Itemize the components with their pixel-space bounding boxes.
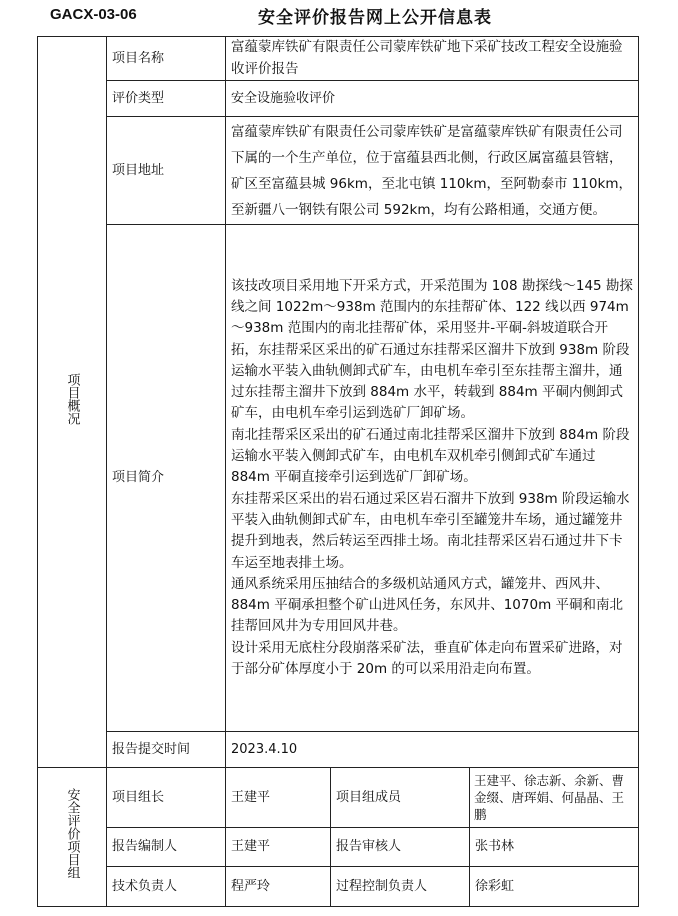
type-value: 安全设施验收评价 (226, 81, 639, 117)
intro-paragraph: 东挂帮采区采出的岩石通过采区岩石溜井下放到 938m 阶段运输水平装入曲轨侧卸式矿车，由电机车牵引至罐笼井车场，通过罐笼井提升到地表，然后转运至西排土场。南北挂帮采区岩石通过井下卡车运至地表排土场。 (231, 490, 630, 571)
overview-group-cell (38, 37, 107, 768)
members-value: 王建平、徐志新、余新、曹金缀、唐珲娟、何晶晶、王鹏 (470, 768, 639, 828)
reviewer-label: 报告审核人 (331, 828, 470, 867)
members-label: 项目组成员 (331, 768, 470, 828)
team-group-label: 安全评价项目组 (64, 788, 80, 879)
type-label: 评价类型 (107, 81, 226, 117)
address-value: 富蕴蒙库铁矿有限责任公司蒙库铁矿是富蕴蒙库铁矿有限责任公司下属的一个生产单位，位于富蕴县西北侧，行政区属富蕴县管辖，矿区至富蕴县城 96km，至北屯镇 110km，至阿勒泰市 110km，至新疆八一钢铁有限公司 592km，均有公路相通，交通方便。 (226, 117, 639, 225)
intro-label: 项目简介 (107, 225, 226, 732)
intro-paragraph: 该技改项目采用地下开采方式，开采范围为 108 勘探线～145 勘探线之间 1022m～938m 范围内的东挂帮矿体、122 线以西 974m～938m 范围内的南北挂帮矿体，采用竖井-平硐-斜坡道联合开拓，东挂帮采区采出的矿石通过东挂帮采区溜井下放到 938m 阶段运输水平装入曲轨侧卸式矿车，由电机车牵引至东挂帮主溜井，通过东挂帮主溜井下放到 884m 水平，转载到 884m 平硐内侧卸式矿车，由电机车牵引运到选矿厂卸矿场。 (231, 277, 633, 422)
date-value: 2023.4.10 (226, 732, 639, 768)
process-value: 徐彩虹 (470, 867, 639, 907)
date-label: 报告提交时间 (107, 732, 226, 768)
row-project-name (38, 37, 639, 81)
intro-value (226, 225, 639, 732)
row-eval-type (38, 81, 639, 117)
leader-value: 王建平 (226, 768, 331, 828)
row-leader (38, 768, 639, 828)
tech-value: 程严玲 (226, 867, 331, 907)
name-label: 项目名称 (107, 37, 226, 81)
process-label: 过程控制负责人 (331, 867, 470, 907)
row-address (38, 117, 639, 225)
intro-paragraph: 通风系统采用压抽结合的多级机站通风方式，罐笼井、西风井、884m 平硐承担整个矿山进风任务，东风井、1070m 平硐和南北挂帮回风井为专用回风井巷。 (231, 575, 624, 635)
page-title: 安全评价报告网上公开信息表 (258, 8, 492, 28)
leader-label: 项目组长 (107, 768, 226, 828)
intro-paragraph: 南北挂帮采区采出的矿石通过南北挂帮采区溜井下放到 884m 阶段运输水平装入侧卸式矿车，由电机车双机牵引侧卸式矿车通过 884m 平硐直接牵引运到选矿厂卸矿场。 (231, 426, 630, 486)
row-tech (38, 867, 639, 907)
row-intro (38, 225, 639, 732)
reviewer-value: 张书林 (470, 828, 639, 867)
intro-paragraph: 设计采用无底柱分段崩落采矿法，垂直矿体走向布置采矿进路，对于部分矿体厚度小于 20m 的可以采用沿走向布置。 (231, 639, 623, 678)
overview-group-label: 项目概况 (64, 372, 80, 425)
row-author (38, 828, 639, 867)
document-code: GACX-03-06 (50, 6, 137, 23)
address-label: 项目地址 (107, 117, 226, 225)
author-label: 报告编制人 (107, 828, 226, 867)
info-table (37, 36, 639, 907)
name-value: 富蕴蒙库铁矿有限责任公司蒙库铁矿地下采矿技改工程安全设施验收评价报告 (226, 37, 639, 81)
tech-label: 技术负责人 (107, 867, 226, 907)
author-value: 王建平 (226, 828, 331, 867)
team-group-cell (38, 768, 107, 907)
row-date (38, 732, 639, 768)
